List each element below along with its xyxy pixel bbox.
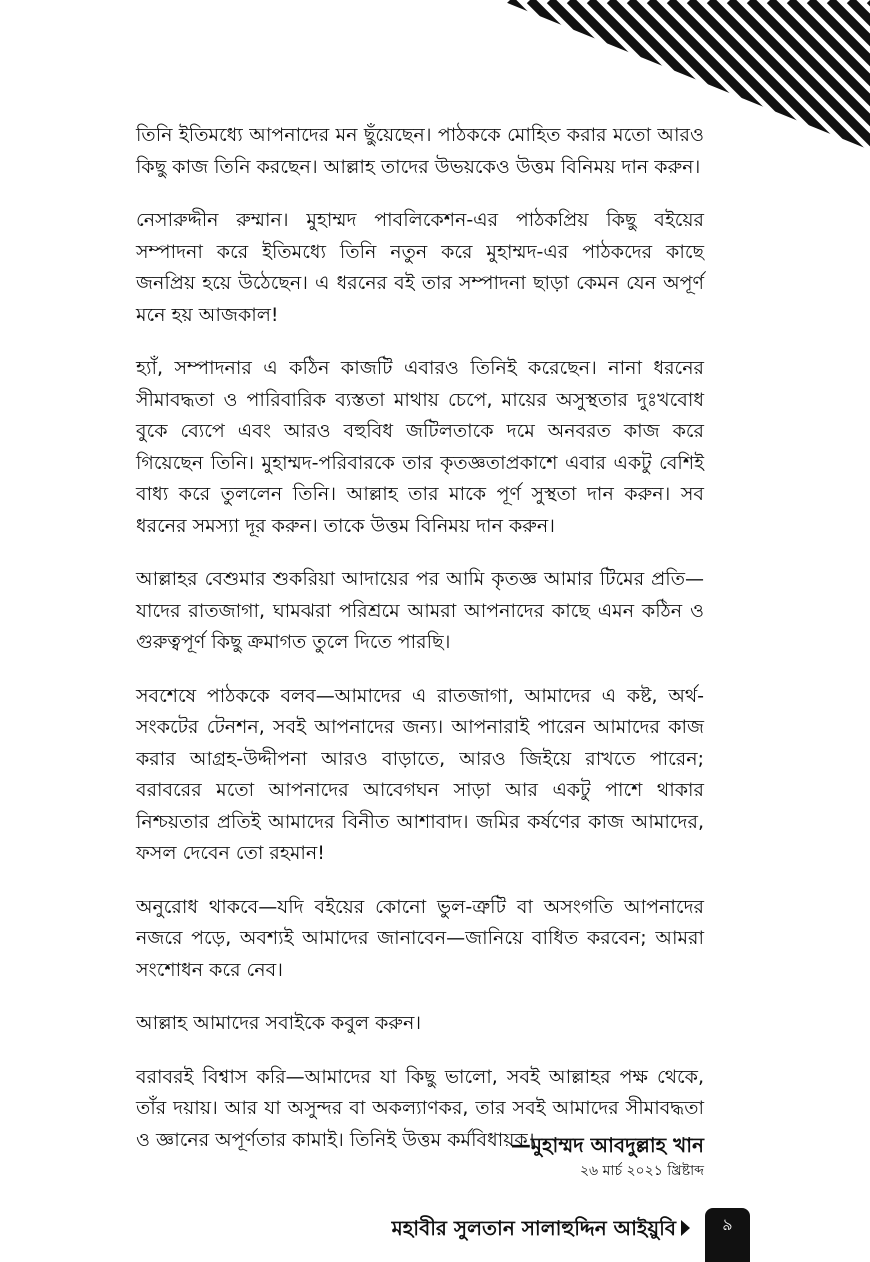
main-text <box>136 120 704 1178</box>
paragraph-team-gratitude: আল্লাহর বেশুমার শুকরিয়া আদায়ের পর আমি কৃতজ্ঞ আমার টিমের প্রতি—যাদের রাতজাগা, ঘামঝরা পরিশ্রমে আমরা আপনাদের কাছে এমন কঠিন ও গুরুত্বপূর্ণ কিছু ক্রমাগত তুলে দিতে পারছি। <box>136 568 704 653</box>
paragraph-editor-thanks: তিনি ইতিমধ্যে আপনাদের মন ছুঁয়েছেন। পাঠককে মোহিত করার মতো আরও কিছু কাজ তিনি করছেন। আল্লাহ তাদের উভয়কেও উত্তম বিনিময় দান করুন। <box>136 124 704 178</box>
paragraph-belief: বরাবরই বিশ্বাস করি—আমাদের যা কিছু ভালো, সবই আল্লাহর পক্ষ থেকে, তাঁর দয়ায়। আর যা অসুন্দর বা অকল্যাণকর, তার সবই আমাদের সীমাবদ্ধতা ও জ্ঞানের অপূর্ণতার কামাই। তিনিই উত্তম কর্মবিধায়ক। <box>136 1065 704 1151</box>
page-footer <box>0 1208 870 1262</box>
paragraph-prayer: আল্লাহ আমাদের সবাইকে কবুল করুন। <box>136 1012 422 1034</box>
running-book-title: মহাবীর সুলতান সালাহুদ্দিন আইয়ুবি <box>391 1216 676 1240</box>
paragraph-error-request: অনুরোধ থাকবে—যদি বইয়ের কোনো ভুল-ত্রুটি বা অসংগতি আপনাদের নজরে পড়ে, অবশ্যই আমাদের জানাবেন—জানিয়ে বাধিত করবেন; আমরা সংশোধন করে নেব। <box>136 895 704 981</box>
triangle-right-icon <box>681 1220 690 1236</box>
page-number-tab <box>705 1208 750 1262</box>
paragraph-editing-work: হ্যাঁ, সম্পাদনার এ কঠিন কাজটি এবারও তিনিই করেছেন। নানা ধরনের সীমাবদ্ধতা ও পারিবারিক ব্যস্ততা মাথায় চেপে, মায়ের অসুস্থতার দুঃখবোধ বুকে ব্যেপে এবং আরও বহুবিধ জটিলতাকে দমে অনবরত কাজ করে গিয়েছেন তিনি। মুহাম্মদ-পরিবারকে তার কৃতজ্ঞতাপ্রকাশে এবার একটু বেশিই বাধ্য করে তুললেন তিনি। আল্লাহ তার মাকে পূর্ণ সুস্থতা দান করুন। সব ধরনের সমস্যা দূর করুন। তাকে উত্তম বিনিময় দান করুন। <box>136 357 704 537</box>
paragraph-editor-intro: নেসারুদ্দীন রুম্মান। মুহাম্মদ পাবলিকেশন-এর পাঠকপ্রিয় কিছু বইয়ের সম্পাদনা করে ইতিমধ্যে তিনি নতুন করে মুহাম্মদ-এর পাঠকদের কাছে জনপ্রিয় হয়ে উঠেছেন। এ ধরনের বই তার সম্পাদনা ছাড়া কেমন যেন অপূর্ণ মনে হয় আজকাল! <box>136 209 704 326</box>
signature-date: ২৬ মার্চ ২০২১ খ্রিষ্টাব্দ <box>579 1163 704 1179</box>
author-signature: —মুহাম্মদ আবদুল্লাহ খান <box>510 1133 704 1157</box>
paragraph-reader-message: সবশেষে পাঠককে বলব—আমাদের এ রাতজাগা, আমাদের এ কষ্ট, অর্থ-সংকটের টেনশন, সবই আপনাদের জন্য। আপনারাই পারেন আমাদের কাজ করার আগ্রহ-উদ্দীপনা আরও বাড়াতে, আরও জিইয়ে রাখতে পারেন; বরাবরের মতো আপনাদের আবেগঘন সাড়া আর একটু পাশে থাকার নিশ্চয়তার প্রতিই আমাদের বিনীত আশাবাদ। জমির কর্ষণের কাজ আমাদের, ফসল দেবেন তো রহমান! <box>136 684 704 864</box>
page-number: ৯ <box>722 1215 733 1234</box>
signature-block <box>511 1130 704 1182</box>
